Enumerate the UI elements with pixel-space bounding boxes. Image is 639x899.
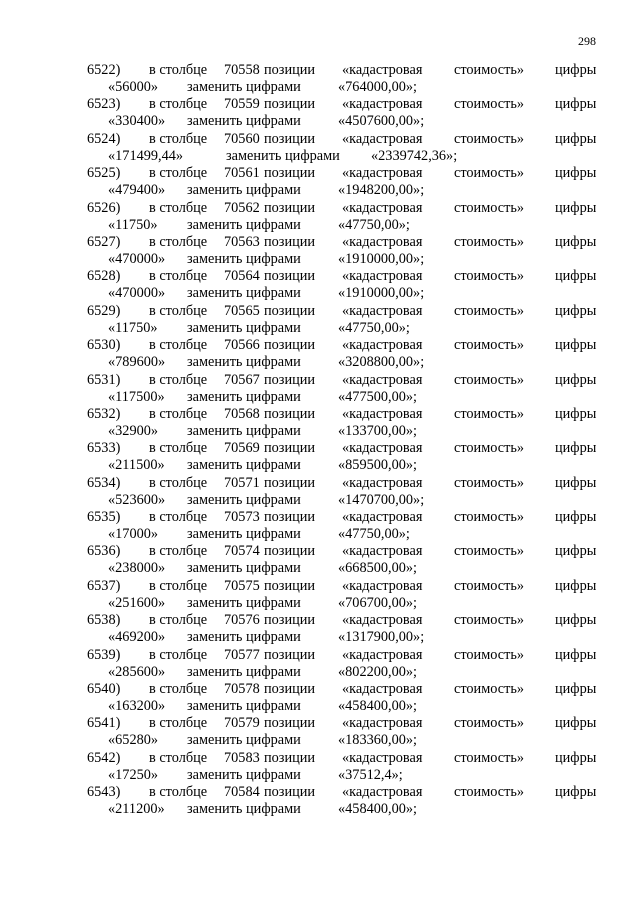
entry-number: 6522) xyxy=(87,62,121,78)
digits-label: цифры xyxy=(555,199,597,216)
amendment-entry xyxy=(0,165,639,199)
old-value: «285600» xyxy=(108,663,166,680)
position-number: 70562 xyxy=(224,199,260,216)
digits-label: цифры xyxy=(555,440,597,457)
entry-line-2 xyxy=(0,629,639,646)
position-label: позиции xyxy=(264,440,316,457)
digits-label: цифры xyxy=(555,233,597,250)
entry-number: 6533) xyxy=(87,440,121,457)
in-column-label: в столбце xyxy=(149,199,208,216)
value-label: стоимость» xyxy=(454,577,525,594)
amendment-entry xyxy=(0,131,639,165)
position-number: 70563 xyxy=(224,233,260,250)
amendment-entry xyxy=(0,681,639,715)
value-label: стоимость» xyxy=(454,371,525,388)
amendment-entry xyxy=(0,715,639,749)
in-column-label: в столбце xyxy=(149,130,208,147)
digits-label: цифры xyxy=(555,96,597,113)
replace-label: заменить цифрами xyxy=(187,113,301,130)
position-number: 70578 xyxy=(224,681,260,698)
position-number: 70566 xyxy=(224,337,260,354)
digits-label: цифры xyxy=(555,337,597,354)
replace-label: заменить цифрами xyxy=(187,319,301,336)
position-label: позиции xyxy=(264,268,316,285)
value-label: стоимость» xyxy=(454,130,525,147)
replace-label: заменить цифрами xyxy=(187,560,301,577)
cadastral-label: «кадастровая xyxy=(342,62,423,78)
in-column-label: в столбце xyxy=(149,302,208,319)
entry-line-2 xyxy=(0,113,639,130)
new-value: «706700,00»; xyxy=(338,594,418,611)
entry-number: 6538) xyxy=(87,612,121,629)
position-label: позиции xyxy=(264,543,316,560)
amendment-entry xyxy=(0,62,639,96)
new-value: «859500,00»; xyxy=(338,457,418,474)
amendment-entry xyxy=(0,475,639,509)
new-value: «37512,4»; xyxy=(338,766,403,783)
value-label: стоимость» xyxy=(454,681,525,698)
old-value: «469200» xyxy=(108,629,166,646)
page-number: 298 xyxy=(578,34,596,48)
amendment-entry xyxy=(0,96,639,130)
value-label: стоимость» xyxy=(454,96,525,113)
cadastral-label: «кадастровая xyxy=(342,302,423,319)
value-label: стоимость» xyxy=(454,440,525,457)
old-value: «17250» xyxy=(108,766,159,783)
entry-line-2 xyxy=(0,801,639,818)
entry-line-2 xyxy=(0,595,639,612)
position-label: позиции xyxy=(264,199,316,216)
position-label: позиции xyxy=(264,405,316,422)
cadastral-label: «кадастровая xyxy=(342,130,423,147)
value-label: стоимость» xyxy=(454,62,525,78)
digits-label: цифры xyxy=(555,681,597,698)
position-label: позиции xyxy=(264,612,316,629)
old-value: «65280» xyxy=(108,732,159,749)
position-number: 70567 xyxy=(224,371,260,388)
position-number: 70584 xyxy=(224,784,260,801)
old-value: «163200» xyxy=(108,698,166,715)
position-number: 70558 xyxy=(224,62,260,78)
old-value: «11750» xyxy=(108,216,158,233)
entry-line-1 xyxy=(0,200,639,217)
new-value: «1470700,00»; xyxy=(338,491,425,508)
entry-line-1 xyxy=(0,612,639,629)
old-value: «523600» xyxy=(108,491,166,508)
digits-label: цифры xyxy=(555,371,597,388)
amendment-entry xyxy=(0,234,639,268)
entry-number: 6539) xyxy=(87,646,121,663)
replace-label: заменить цифрами xyxy=(187,526,301,543)
cadastral-label: «кадастровая xyxy=(342,646,423,663)
cadastral-label: «кадастровая xyxy=(342,681,423,698)
digits-label: цифры xyxy=(555,268,597,285)
entry-line-2 xyxy=(0,285,639,302)
position-label: позиции xyxy=(264,749,316,766)
value-label: стоимость» xyxy=(454,543,525,560)
amendment-entry xyxy=(0,647,639,681)
new-value: «1317900,00»; xyxy=(338,629,425,646)
entry-number: 6535) xyxy=(87,509,121,526)
new-value: «458400,00»; xyxy=(338,698,418,715)
entry-number: 6540) xyxy=(87,681,121,698)
position-number: 70583 xyxy=(224,749,260,766)
value-label: стоимость» xyxy=(454,784,525,801)
position-label: позиции xyxy=(264,715,316,732)
cadastral-label: «кадастровая xyxy=(342,543,423,560)
in-column-label: в столбце xyxy=(149,405,208,422)
position-label: позиции xyxy=(264,784,316,801)
entry-line-2 xyxy=(0,732,639,749)
entry-number: 6541) xyxy=(87,715,121,732)
position-number: 70571 xyxy=(224,474,260,491)
digits-label: цифры xyxy=(555,543,597,560)
position-number: 70569 xyxy=(224,440,260,457)
cadastral-label: «кадастровая xyxy=(342,337,423,354)
entry-line-1 xyxy=(0,131,639,148)
in-column-label: в столбце xyxy=(149,646,208,663)
new-value: «3208800,00»; xyxy=(338,354,425,371)
cadastral-label: «кадастровая xyxy=(342,233,423,250)
old-value: «789600» xyxy=(108,354,166,371)
in-column-label: в столбце xyxy=(149,749,208,766)
value-label: стоимость» xyxy=(454,405,525,422)
entry-number: 6523) xyxy=(87,96,121,113)
digits-label: цифры xyxy=(555,749,597,766)
old-value: «238000» xyxy=(108,560,166,577)
new-value: «764000,00»; xyxy=(338,79,418,95)
entry-line-1 xyxy=(0,681,639,698)
digits-label: цифры xyxy=(555,474,597,491)
amendment-entry xyxy=(0,303,639,337)
in-column-label: в столбце xyxy=(149,715,208,732)
cadastral-label: «кадастровая xyxy=(342,165,423,182)
entry-line-2 xyxy=(0,457,639,474)
entry-line-2 xyxy=(0,698,639,715)
digits-label: цифры xyxy=(555,509,597,526)
new-value: «458400,00»; xyxy=(338,801,418,818)
position-number: 70577 xyxy=(224,646,260,663)
replace-label: заменить цифрами xyxy=(187,216,301,233)
old-value: «470000» xyxy=(108,285,166,302)
new-value: «477500,00»; xyxy=(338,388,418,405)
cadastral-label: «кадастровая xyxy=(342,268,423,285)
new-value: «1910000,00»; xyxy=(338,285,425,302)
replace-label: заменить цифрами xyxy=(187,629,301,646)
cadastral-label: «кадастровая xyxy=(342,96,423,113)
position-label: позиции xyxy=(264,233,316,250)
entry-line-2 xyxy=(0,560,639,577)
entry-line-1 xyxy=(0,165,639,182)
entry-line-1 xyxy=(0,406,639,423)
cadastral-label: «кадастровая xyxy=(342,371,423,388)
replace-label: заменить цифрами xyxy=(187,388,301,405)
in-column-label: в столбце xyxy=(149,165,208,182)
entry-line-2 xyxy=(0,767,639,784)
replace-label: заменить цифрами xyxy=(187,594,301,611)
entry-line-1 xyxy=(0,372,639,389)
in-column-label: в столбце xyxy=(149,96,208,113)
entry-line-2 xyxy=(0,217,639,234)
old-value: «251600» xyxy=(108,594,166,611)
old-value: «470000» xyxy=(108,250,166,267)
in-column-label: в столбце xyxy=(149,509,208,526)
replace-label: заменить цифрами xyxy=(187,801,301,818)
amendment-entry xyxy=(0,578,639,612)
position-number: 70565 xyxy=(224,302,260,319)
digits-label: цифры xyxy=(555,62,597,78)
cadastral-label: «кадастровая xyxy=(342,715,423,732)
amendment-entry xyxy=(0,200,639,234)
value-label: стоимость» xyxy=(454,749,525,766)
entry-number: 6532) xyxy=(87,405,121,422)
old-value: «330400» xyxy=(108,113,166,130)
new-value: «4507600,00»; xyxy=(338,113,425,130)
amendment-entry xyxy=(0,440,639,474)
entry-line-2 xyxy=(0,354,639,371)
value-label: стоимость» xyxy=(454,474,525,491)
replace-label: заменить цифрами xyxy=(187,285,301,302)
entry-number: 6536) xyxy=(87,543,121,560)
entry-line-1 xyxy=(0,784,639,801)
new-value: «47750,00»; xyxy=(338,319,410,336)
entry-line-1 xyxy=(0,475,639,492)
in-column-label: в столбце xyxy=(149,337,208,354)
cadastral-label: «кадастровая xyxy=(342,474,423,491)
cadastral-label: «кадастровая xyxy=(342,509,423,526)
position-label: позиции xyxy=(264,337,316,354)
entry-line-2 xyxy=(0,492,639,509)
in-column-label: в столбце xyxy=(149,681,208,698)
old-value: «171499,44» xyxy=(108,147,184,164)
in-column-label: в столбце xyxy=(149,233,208,250)
digits-label: цифры xyxy=(555,405,597,422)
digits-label: цифры xyxy=(555,130,597,147)
entry-line-1 xyxy=(0,268,639,285)
position-number: 70568 xyxy=(224,405,260,422)
digits-label: цифры xyxy=(555,784,597,801)
cadastral-label: «кадастровая xyxy=(342,577,423,594)
replace-label: заменить цифрами xyxy=(187,457,301,474)
entry-line-1 xyxy=(0,543,639,560)
amendment-entry xyxy=(0,406,639,440)
position-number: 70575 xyxy=(224,577,260,594)
replace-label: заменить цифрами xyxy=(187,250,301,267)
position-label: позиции xyxy=(264,165,316,182)
position-label: позиции xyxy=(264,577,316,594)
entry-line-1 xyxy=(0,440,639,457)
entry-line-1 xyxy=(0,303,639,320)
amendment-entry xyxy=(0,509,639,543)
value-label: стоимость» xyxy=(454,268,525,285)
position-label: позиции xyxy=(264,681,316,698)
amendment-entry xyxy=(0,268,639,302)
cadastral-label: «кадастровая xyxy=(342,199,423,216)
new-value: «1948200,00»; xyxy=(338,182,425,199)
position-label: позиции xyxy=(264,130,316,147)
entry-line-1 xyxy=(0,509,639,526)
replace-label: заменить цифрами xyxy=(187,663,301,680)
replace-label: заменить цифрами xyxy=(187,422,301,439)
entry-number: 6525) xyxy=(87,165,121,182)
old-value: «56000» xyxy=(108,79,159,95)
entry-number: 6531) xyxy=(87,371,121,388)
entry-number: 6543) xyxy=(87,784,121,801)
cadastral-label: «кадастровая xyxy=(342,612,423,629)
entry-number: 6526) xyxy=(87,199,121,216)
entry-line-1 xyxy=(0,234,639,251)
new-value: «47750,00»; xyxy=(338,526,410,543)
replace-label: заменить цифрами xyxy=(226,147,340,164)
old-value: «32900» xyxy=(108,422,159,439)
entry-line-2 xyxy=(0,79,639,96)
position-label: позиции xyxy=(264,96,316,113)
value-label: стоимость» xyxy=(454,233,525,250)
replace-label: заменить цифрами xyxy=(187,354,301,371)
entry-number: 6542) xyxy=(87,749,121,766)
entry-line-1 xyxy=(0,337,639,354)
cadastral-label: «кадастровая xyxy=(342,749,423,766)
in-column-label: в столбце xyxy=(149,543,208,560)
position-label: позиции xyxy=(264,302,316,319)
in-column-label: в столбце xyxy=(149,268,208,285)
value-label: стоимость» xyxy=(454,302,525,319)
entry-number: 6534) xyxy=(87,474,121,491)
new-value: «183360,00»; xyxy=(338,732,418,749)
entry-line-2 xyxy=(0,423,639,440)
position-number: 70574 xyxy=(224,543,260,560)
new-value: «1910000,00»; xyxy=(338,250,425,267)
cadastral-label: «кадастровая xyxy=(342,440,423,457)
new-value: «47750,00»; xyxy=(338,216,410,233)
value-label: стоимость» xyxy=(454,646,525,663)
entry-line-1 xyxy=(0,647,639,664)
old-value: «211200» xyxy=(108,801,165,818)
entry-line-2 xyxy=(0,182,639,199)
amendment-entry xyxy=(0,750,639,784)
entry-line-2 xyxy=(0,148,639,165)
in-column-label: в столбце xyxy=(149,474,208,491)
replace-label: заменить цифрами xyxy=(187,698,301,715)
in-column-label: в столбце xyxy=(149,62,208,78)
position-label: позиции xyxy=(264,474,316,491)
position-label: позиции xyxy=(264,646,316,663)
replace-label: заменить цифрами xyxy=(187,766,301,783)
entry-number: 6524) xyxy=(87,130,121,147)
value-label: стоимость» xyxy=(454,715,525,732)
digits-label: цифры xyxy=(555,715,597,732)
position-label: позиции xyxy=(264,509,316,526)
value-label: стоимость» xyxy=(454,199,525,216)
position-label: позиции xyxy=(264,371,316,388)
old-value: «11750» xyxy=(108,319,158,336)
value-label: стоимость» xyxy=(454,165,525,182)
amendment-entry xyxy=(0,612,639,646)
digits-label: цифры xyxy=(555,577,597,594)
old-value: «479400» xyxy=(108,182,166,199)
old-value: «17000» xyxy=(108,526,159,543)
position-number: 70573 xyxy=(224,509,260,526)
cadastral-label: «кадастровая xyxy=(342,405,423,422)
value-label: стоимость» xyxy=(454,337,525,354)
amendment-entry xyxy=(0,337,639,371)
in-column-label: в столбце xyxy=(149,612,208,629)
position-label: позиции xyxy=(264,62,316,78)
replace-label: заменить цифрами xyxy=(187,491,301,508)
new-value: «133700,00»; xyxy=(338,422,418,439)
entry-number: 6530) xyxy=(87,337,121,354)
old-value: «117500» xyxy=(108,388,165,405)
old-value: «211500» xyxy=(108,457,165,474)
entry-line-1 xyxy=(0,750,639,767)
entry-line-2 xyxy=(0,389,639,406)
position-number: 70564 xyxy=(224,268,260,285)
replace-label: заменить цифрами xyxy=(187,79,301,95)
entry-line-1 xyxy=(0,578,639,595)
digits-label: цифры xyxy=(555,302,597,319)
entry-line-2 xyxy=(0,251,639,268)
entry-number: 6537) xyxy=(87,577,121,594)
entry-line-2 xyxy=(0,320,639,337)
in-column-label: в столбце xyxy=(149,440,208,457)
position-number: 70560 xyxy=(224,130,260,147)
replace-label: заменить цифрами xyxy=(187,732,301,749)
position-number: 70561 xyxy=(224,165,260,182)
position-number: 70559 xyxy=(224,96,260,113)
entry-number: 6528) xyxy=(87,268,121,285)
digits-label: цифры xyxy=(555,646,597,663)
amendment-entry xyxy=(0,372,639,406)
value-label: стоимость» xyxy=(454,612,525,629)
in-column-label: в столбце xyxy=(149,784,208,801)
entry-number: 6527) xyxy=(87,233,121,250)
amendment-list xyxy=(0,62,639,819)
entry-line-2 xyxy=(0,664,639,681)
position-number: 70576 xyxy=(224,612,260,629)
cadastral-label: «кадастровая xyxy=(342,784,423,801)
entry-line-1 xyxy=(0,62,639,79)
digits-label: цифры xyxy=(555,165,597,182)
entry-line-1 xyxy=(0,96,639,113)
replace-label: заменить цифрами xyxy=(187,182,301,199)
new-value: «668500,00»; xyxy=(338,560,418,577)
new-value: «2339742,36»; xyxy=(371,147,458,164)
entry-line-2 xyxy=(0,526,639,543)
digits-label: цифры xyxy=(555,612,597,629)
amendment-entry xyxy=(0,784,639,818)
value-label: стоимость» xyxy=(454,509,525,526)
entry-line-1 xyxy=(0,715,639,732)
amendment-entry xyxy=(0,543,639,577)
in-column-label: в столбце xyxy=(149,371,208,388)
position-number: 70579 xyxy=(224,715,260,732)
in-column-label: в столбце xyxy=(149,577,208,594)
new-value: «802200,00»; xyxy=(338,663,418,680)
entry-number: 6529) xyxy=(87,302,121,319)
